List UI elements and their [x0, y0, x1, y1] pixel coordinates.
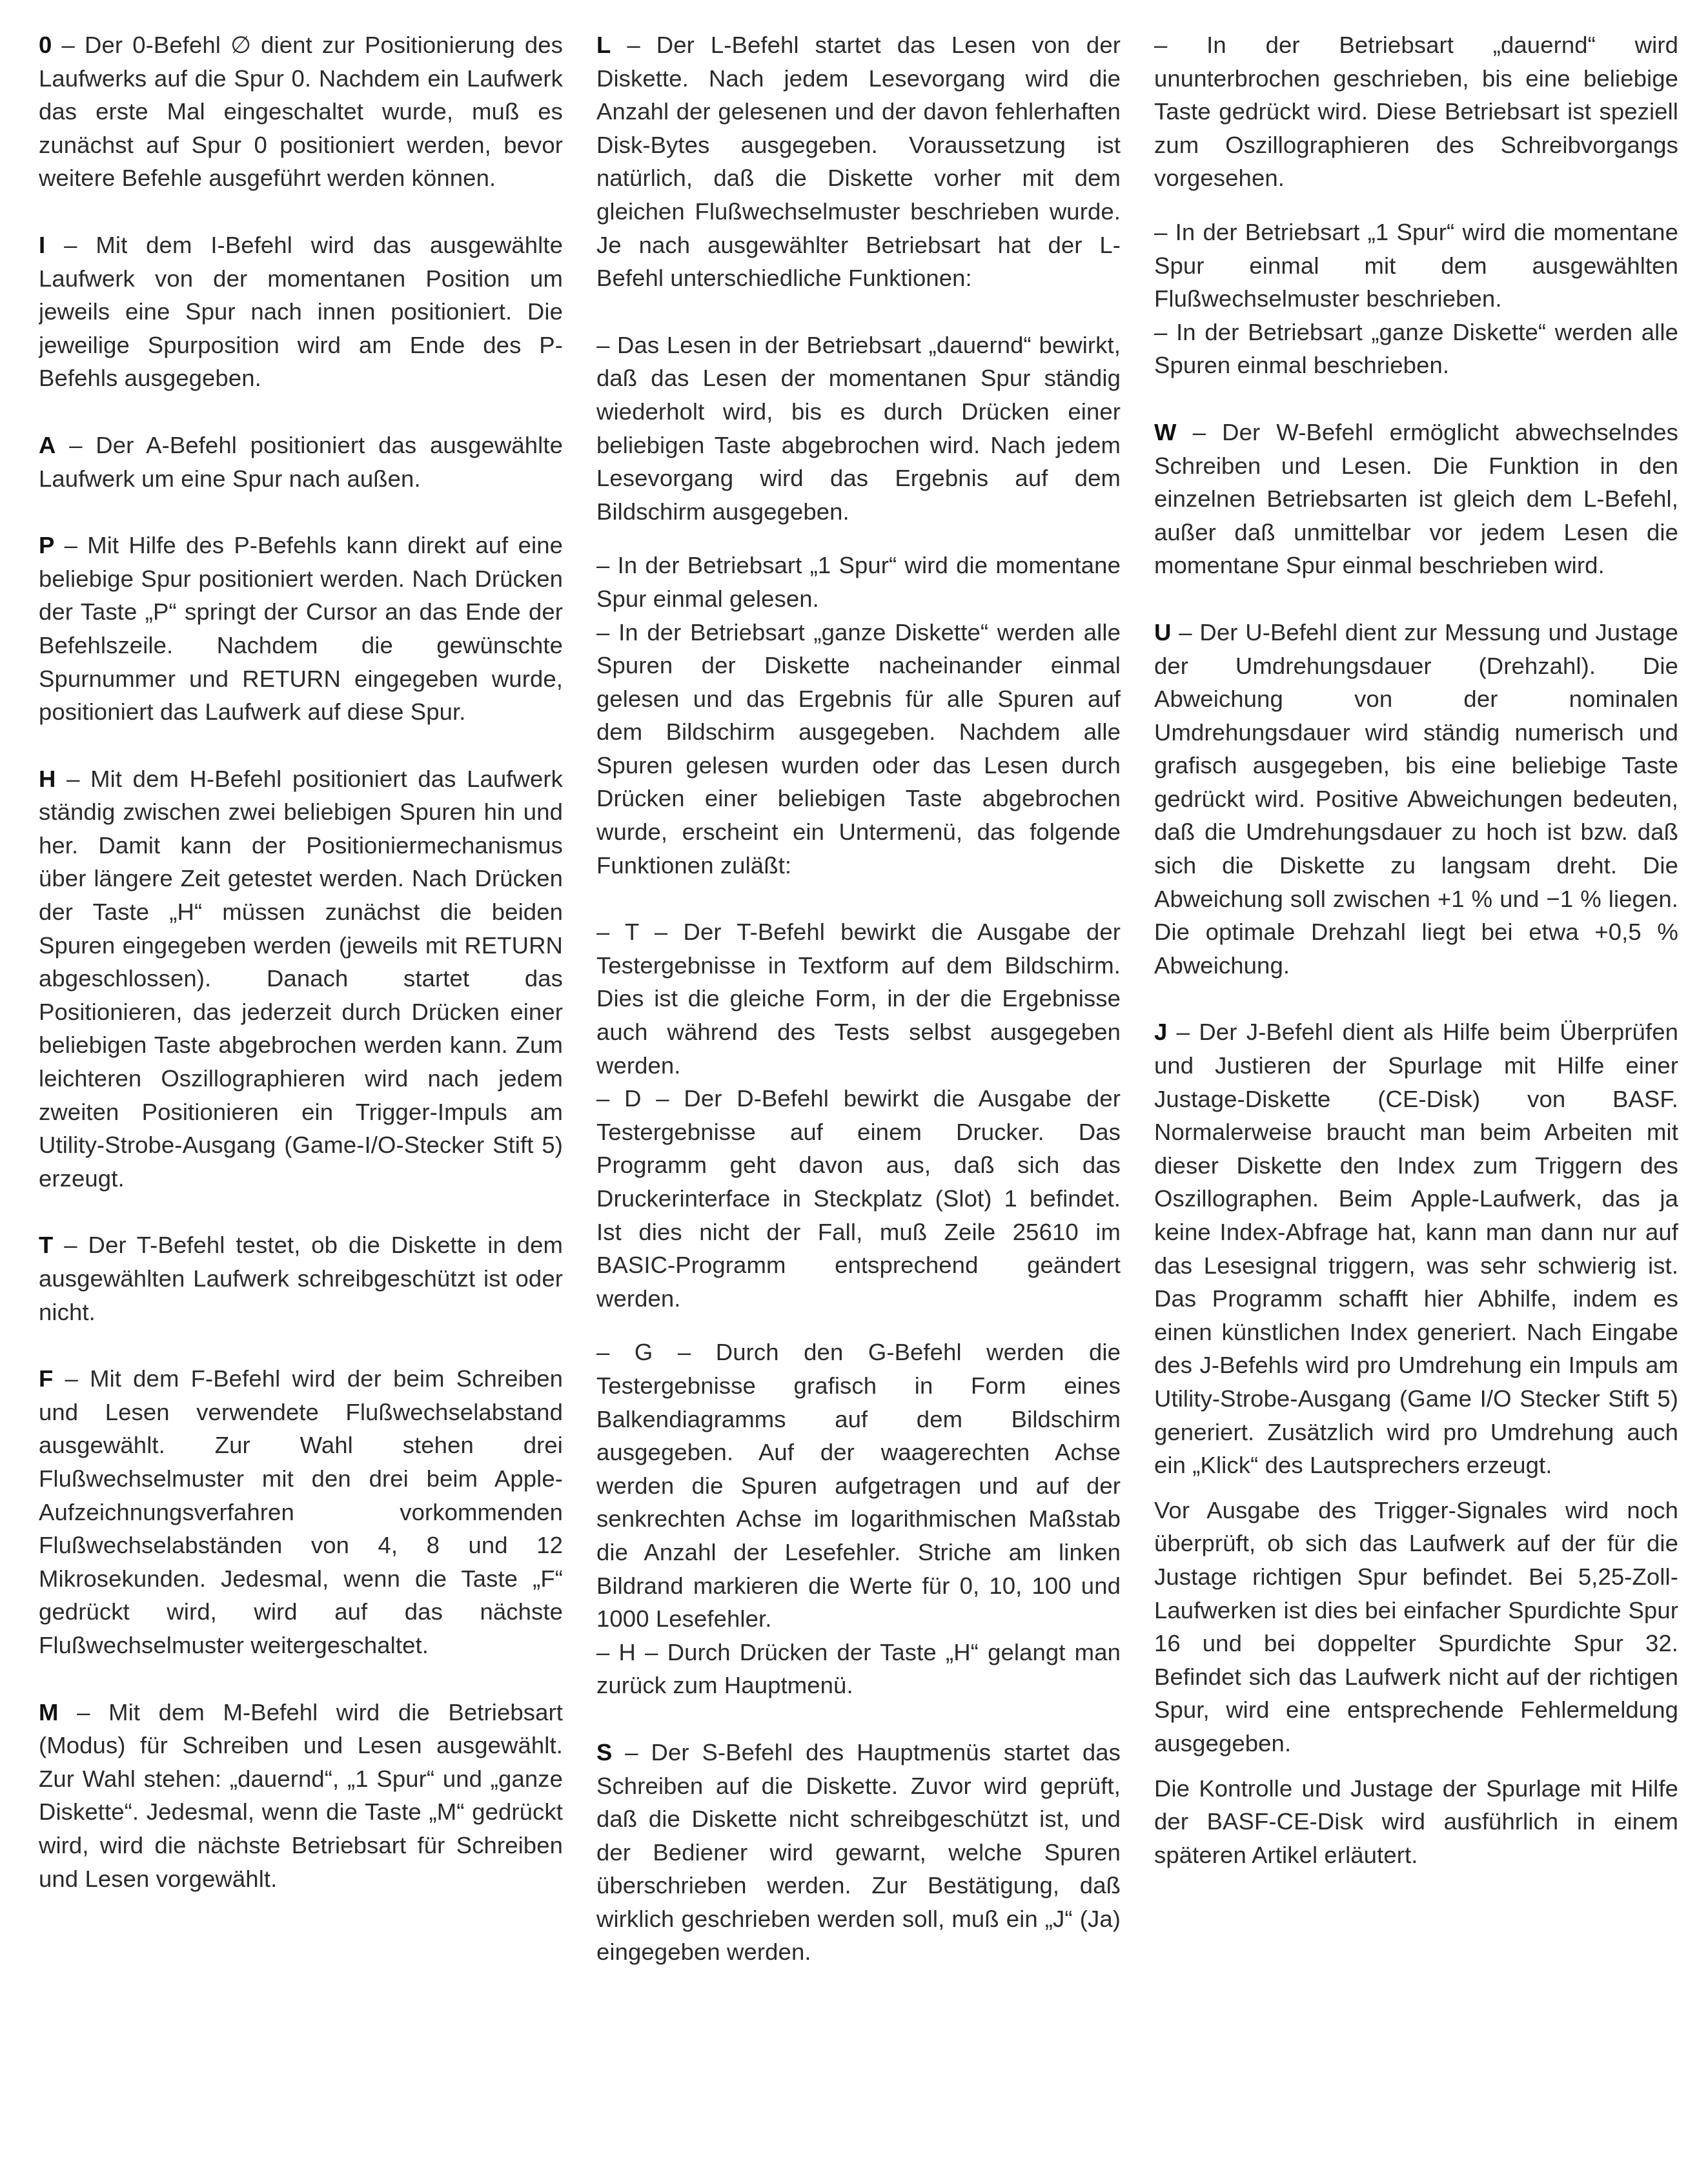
paragraph-text: – D – Der D-Befehl bewirkt die Ausgabe der Testergebnisse auf einem Drucker. Das Programm geht davon aus, daß sich das Druckerinterface in Steckplatz (Slot) 1 befindet. Ist dies nicht der Fall, muß Zeile 25610 im BASIC-Programm entsprechend geändert werden. — [596, 1085, 1121, 1312]
paragraph-text: – H – Durch Drücken der Taste „H“ gelangt man zurück zum Hauptmenü. — [596, 1638, 1121, 1699]
command-key: L — [596, 32, 611, 58]
paragraph — [39, 762, 563, 1196]
paragraph-text: – T – Der T-Befehl bewirkt die Ausgabe der Testergebnisse in Textform auf dem Bildschirm. Dies ist die gleiche Form, in der die Ergebnisse auch während des Tests selbst ausgegeben werden. — [596, 919, 1121, 1079]
command-key: M — [39, 1698, 59, 1725]
command-key: T — [39, 1232, 54, 1259]
paragraph — [596, 28, 1121, 295]
paragraph — [1154, 316, 1678, 382]
command-key: H — [39, 765, 56, 792]
paragraph-text: – In der Betriebsart „dauernd“ wird ununterbrochen geschrieben, bis eine beliebige Taste gedrückt wird. Diese Betriebsart ist speziell zum Oszillographieren des Schreibvorgangs vorgesehen. — [1154, 32, 1678, 192]
paragraph — [596, 915, 1121, 1082]
paragraph — [39, 1696, 563, 1896]
paragraph — [1154, 1772, 1678, 1872]
paragraph-text: – Das Lesen in der Betriebsart „dauernd“ bewirkt, daß das Lesen der momentanen Spur ständig wiederholt wird, bis es durch Drücken einer beliebigen Taste abgebrochen wird. Nach jedem Lesevorgang wird das Ergebnis auf dem Bildschirm ausgegeben. — [596, 331, 1121, 525]
paragraph — [39, 28, 563, 195]
paragraph-text: – In der Betriebsart „1 Spur“ wird die momentane Spur einmal mit dem ausgewählten Flußwechselmuster beschrieben. — [1154, 218, 1678, 312]
command-key: A — [39, 431, 56, 458]
column-2 — [596, 28, 1121, 2139]
paragraph — [39, 229, 563, 395]
paragraph-text: – Der J-Befehl dient als Hilfe beim Überprüfen und Justieren der Spurlage mit Hilfe einer Justage-Diskette (CE-Disk) von BASF. Normalerweise braucht man beim Arbeiten mit dieser Diskette den Index zum Triggern des Oszillographen. Beim Apple-Laufwerk, das ja keine Index-Abfrage hat, kann man dann nur auf das Lesesignal triggern, was sehr schwierig ist. Das Programm schafft hier Abhilfe, indem es einen künstlichen Index generiert. Nach Eingabe des J-Befehls wird pro Umdrehung ein Impuls am Utility-Strobe-Ausgang (Game I/O Stecker Stift 5) generiert. Zusätzlich wird pro Umdrehung auch ein „Klick“ des Lautsprechers erzeugt. — [1154, 1019, 1678, 1479]
paragraph — [596, 549, 1121, 615]
paragraph-text: – Mit Hilfe des P-Befehls kann direkt auf eine beliebige Spur positioniert werden. Nach Drücken der Taste „P“ springt der Cursor an das Ende der Befehlszeile. Nachdem die gewünschte Spurnummer und RETURN eingegeben wurde, positioniert das Laufwerk auf diese Spur. — [39, 532, 563, 726]
command-key: P — [39, 532, 55, 559]
paragraph — [596, 616, 1121, 882]
article-page — [39, 28, 1678, 2139]
paragraph-text: Die Kontrolle und Justage der Spurlage mit Hilfe der BASF-CE-Disk wird ausführlich in einem späteren Artikel erläutert. — [1154, 1775, 1678, 1868]
column-3 — [1154, 28, 1678, 2139]
paragraph-text: – Mit dem H-Befehl positioniert das Laufwerk ständig zwischen zwei beliebigen Spuren hin und her. Damit kann der Positioniermechanismus über längere Zeit getestet werden. Nach Drücken der Taste „H“ müssen zunächst die beiden Spuren eingegeben werden (jeweils mit RETURN abgeschlossen). Danach startet das Positionieren, das jederzeit durch Drücken einer beliebigen Taste abgebrochen werden kann. Zum leichteren Oszillographieren wird nach jedem zweiten Positionieren ein Trigger-Impuls am Utility-Strobe-Ausgang (Game-I/O-Stecker Stift 5) erzeugt. — [39, 765, 563, 1192]
paragraph — [596, 1082, 1121, 1315]
paragraph-text: – Der U-Befehl dient zur Messung und Justage der Umdrehungsdauer (Drehzahl). Die Abweichung von der nominalen Umdrehungsdauer wird ständig numerisch und grafisch ausgegeben, bis eine beliebige Taste gedrückt wird. Positive Abweichungen bedeuten, daß die Umdrehungsdauer zu hoch ist bzw. daß sich die Diskette zu langsam dreht. Die Abweichung soll zwischen +1 % und −1 % liegen. Die optimale Drehzahl liegt bei etwa +0,5 % Abweichung. — [1154, 618, 1678, 979]
paragraph — [39, 1228, 563, 1328]
paragraph-text: – In der Betriebsart „ganze Diskette“ werden alle Spuren der Diskette nacheinander einmal gelesen und das Ergebnis für alle Spuren auf dem Bildschirm ausgegeben. Nachdem alle Spuren gelesen wurden oder das Lesen durch Drücken einer beliebigen Taste abgebrochen wurde, erscheint ein Untermenü, das folgende Funktionen zuläßt: — [596, 618, 1121, 879]
paragraph-text: Vor Ausgabe des Trigger-Signales wird noch überprüft, ob sich das Laufwerk auf der für die Justage richtigen Spur befindet. Bei 5,25-Zoll-Laufwerken ist dies bei einfacher Spurdichte Spur 16 und bei doppelter Spurdichte Spur 32. Befindet sich das Laufwerk nicht auf der richtigen Spur, wird eine entsprechende Fehlermeldung ausgegeben. — [1154, 1496, 1678, 1756]
paragraph — [1154, 1015, 1678, 1481]
paragraph-text: – Der A-Befehl positioniert das ausgewählte Laufwerk um eine Spur nach außen. — [39, 431, 563, 492]
paragraph-text: – Der T-Befehl testet, ob die Diskette in dem ausgewählten Laufwerk schreibgeschützt ist oder nicht. — [39, 1232, 563, 1325]
paragraph-text: – G – Durch den G-Befehl werden die Testergebnisse grafisch in Form eines Balkendiagramms auf dem Bildschirm ausgegeben. Auf der waagerechten Achse werden die Spuren aufgetragen und auf der senkrechten Achse im logarithmischen Maßstab die Anzahl der Lesefehler. Striche am linken Bildrand markieren die Werte für 0, 10, 100 und 1000 Lesefehler. — [596, 1339, 1121, 1633]
column-1 — [39, 28, 563, 2139]
command-key: U — [1154, 618, 1172, 646]
paragraph — [596, 1736, 1121, 1969]
paragraph-text: – Der 0-Befehl ∅ dient zur Positionierung des Laufwerks auf die Spur 0. Nachdem ein Laufwerk das erste Mal eingeschaltet wurde, muß es zunächst auf Spur 0 positioniert werden, bevor weitere Befehle ausgeführt werden können. — [39, 32, 563, 192]
paragraph-text: – Mit dem M-Befehl wird die Betriebsart (Modus) für Schreiben und Lesen ausgewählt. Zur Wahl stehen: „dauernd“, „1 Spur“ und „ganze Diskette“. Jedesmal, wenn die Taste „M“ gedrückt wird, wird die nächste Betriebsart für Schreiben und Lesen vorgewählt. — [39, 1698, 563, 1892]
paragraph — [596, 1336, 1121, 1635]
paragraph-text: – Mit dem I-Befehl wird das ausgewählte Laufwerk von der momentanen Position um jeweils eine Spur nach innen positioniert. Die jeweilige Spurposition wird am Ende des P-Befehls ausgegeben. — [39, 231, 563, 392]
paragraph — [1154, 28, 1678, 195]
paragraph — [596, 329, 1121, 529]
command-key: J — [1154, 1019, 1168, 1046]
paragraph — [39, 1362, 563, 1662]
command-key: 0 — [39, 32, 52, 58]
command-key: I — [39, 231, 46, 258]
paragraph — [1154, 416, 1678, 582]
paragraph-text: – Der W-Befehl ermöglicht abwechselndes Schreiben und Lesen. Die Funktion in den einzelnen Betriebsarten ist gleich dem L-Befehl, außer daß unmittelbar vor jedem Lesen die momentane Spur einmal beschrieben wird. — [1154, 418, 1678, 579]
paragraph-text: – Mit dem F-Befehl wird der beim Schreiben und Lesen verwendete Flußwechselabstand ausgewählt. Zur Wahl stehen drei Flußwechselmuster mit den drei beim Apple-Aufzeichnungsverfahren vorkommenden Flußwechselabständen von 4, 8 und 12 Mikrosekunden. Jedesmal, wenn die Taste „F“ gedrückt wird, wird auf das nächste Flußwechselmuster weitergeschaltet. — [39, 1365, 563, 1658]
paragraph — [1154, 616, 1678, 982]
command-key: F — [39, 1365, 54, 1392]
paragraph-text: – Der L-Befehl startet das Lesen von der Diskette. Nach jedem Lesevorgang wird die Anzahl der gelesenen und der davon fehlerhaften Disk-Bytes ausgegeben. Voraussetzung ist natürlich, daß die Diskette vorher mit dem gleichen Flußwechselmuster beschrieben wurde. Je nach ausgewählter Betriebsart hat der L-Befehl unterschiedliche Funktionen: — [596, 32, 1121, 292]
command-key: W — [1154, 418, 1177, 445]
paragraph — [1154, 216, 1678, 316]
paragraph — [39, 529, 563, 729]
paragraph-text: – In der Betriebsart „ganze Diskette“ werden alle Spuren einmal beschrieben. — [1154, 318, 1678, 379]
paragraph-text: – In der Betriebsart „1 Spur“ wird die momentane Spur einmal gelesen. — [596, 552, 1121, 612]
paragraph-text: – Der S-Befehl des Hauptmenüs startet das Schreiben auf die Diskette. Zuvor wird geprüft, daß die Diskette nicht schreibgeschützt ist, und der Bediener wird gewarnt, welche Spuren überschrieben werden. Zur Bestätigung, daß wirklich geschrieben werden soll, muß ein „J“ (Ja) eingegeben werden. — [596, 1738, 1121, 1966]
paragraph — [39, 429, 563, 495]
command-key: S — [596, 1738, 613, 1766]
paragraph — [1154, 1494, 1678, 1760]
paragraph — [596, 1636, 1121, 1702]
